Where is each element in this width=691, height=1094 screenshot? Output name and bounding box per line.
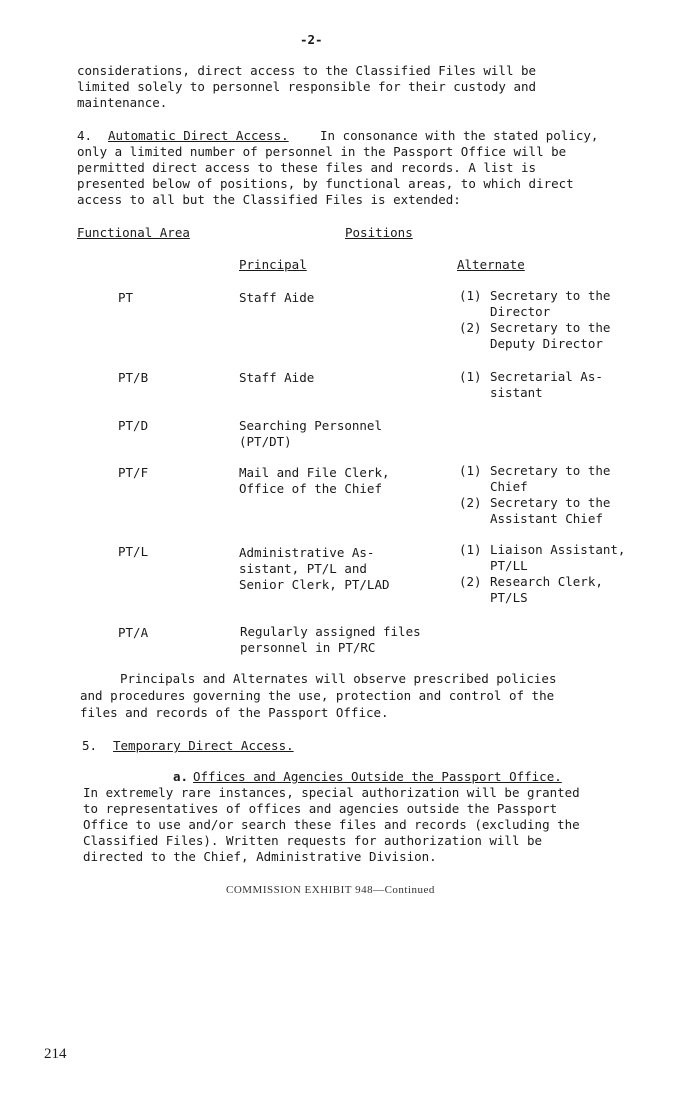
- intro-line: maintenance.: [77, 95, 168, 110]
- alternate-line: Secretary to the: [490, 320, 611, 335]
- section-5a-line: Classified Files). Written requests for authorization will be: [83, 833, 543, 848]
- section-4-line: In consonance with the stated policy,: [320, 128, 599, 143]
- area-code: PT/B: [118, 370, 149, 385]
- section-5a-line: directed to the Chief, Administrative Division.: [83, 849, 437, 864]
- principal-line: Administrative As-: [239, 545, 375, 560]
- section-5a-line: to representatives of offices and agencies outside the Passport: [83, 801, 558, 816]
- alternate-number: (1): [459, 463, 482, 478]
- principal-line: sistant, PT/L and: [239, 561, 367, 576]
- principal-line: Regularly assigned files: [240, 624, 421, 639]
- principal-line: personnel in PT/RC: [240, 640, 376, 655]
- page-number: 214: [44, 1046, 67, 1062]
- alternate-line: Secretary to the: [490, 463, 611, 478]
- alternate-number: (1): [459, 288, 482, 303]
- section-5a-label: a.: [173, 769, 189, 784]
- area-code: PT/F: [118, 465, 149, 480]
- alternate-line: Assistant Chief: [490, 511, 603, 526]
- intro-line: limited solely to personnel responsible for their custody and: [77, 79, 537, 94]
- principal-line: Office of the Chief: [239, 481, 382, 496]
- section-4-number: 4.: [77, 128, 93, 143]
- principal-line: (PT/DT): [239, 434, 292, 449]
- alternate-line: Secretarial As-: [490, 369, 603, 384]
- alternate-line: Research Clerk,: [490, 574, 603, 589]
- alternate-number: (1): [459, 369, 482, 384]
- area-code: PT/D: [118, 418, 149, 433]
- header-functional-area: Functional Area: [77, 225, 190, 240]
- page-marker: -2-: [300, 32, 323, 47]
- alternate-line: PT/LS: [490, 590, 528, 605]
- section-5a-line: In extremely rare instances, special authorization will be granted: [83, 785, 580, 800]
- closing-line: Principals and Alternates will observe prescribed policies: [120, 671, 557, 686]
- intro-line: considerations, direct access to the Classified Files will be: [77, 63, 537, 78]
- principal-line: Mail and File Clerk,: [239, 465, 390, 480]
- alternate-line: Secretary to the: [490, 495, 611, 510]
- principal-line: Searching Personnel: [239, 418, 382, 433]
- alternate-line: Director: [490, 304, 551, 319]
- closing-line: files and records of the Passport Office.: [80, 705, 389, 720]
- principal-line: Senior Clerk, PT/LAD: [239, 577, 390, 592]
- area-code: PT: [118, 290, 134, 305]
- section-4-line: presented below of positions, by functional areas, to which direct: [77, 176, 574, 191]
- alternate-number: (2): [459, 495, 482, 510]
- section-4-line: access to all but the Classified Files is extended:: [77, 192, 461, 207]
- alternate-number: (2): [459, 574, 482, 589]
- header-principal: Principal: [239, 257, 307, 272]
- section-4-heading: Automatic Direct Access.: [108, 128, 289, 143]
- exhibit-caption: COMMISSION EXHIBIT 948—Continued: [226, 884, 435, 896]
- section-4-line: only a limited number of personnel in the Passport Office will be: [77, 144, 567, 159]
- header-positions: Positions: [345, 225, 413, 240]
- section-5a-line: Office to use and/or search these files and records (excluding the: [83, 817, 580, 832]
- alternate-number: (1): [459, 542, 482, 557]
- section-4-line: permitted direct access to these files and records. A list is: [77, 160, 537, 175]
- section-5a-heading: Offices and Agencies Outside the Passport Office.: [193, 769, 562, 784]
- alternate-line: sistant: [490, 385, 543, 400]
- closing-line: and procedures governing the use, protection and control of the: [80, 688, 555, 703]
- alternate-number: (2): [459, 320, 482, 335]
- alternate-line: Liaison Assistant,: [490, 542, 626, 557]
- area-code: PT/A: [118, 625, 149, 640]
- header-alternate: Alternate: [457, 257, 525, 272]
- section-5-heading: Temporary Direct Access.: [113, 738, 294, 753]
- principal-line: Staff Aide: [239, 370, 315, 385]
- alternate-line: Deputy Director: [490, 336, 603, 351]
- section-5-number: 5.: [82, 738, 98, 753]
- principal-line: Staff Aide: [239, 290, 315, 305]
- alternate-line: Chief: [490, 479, 528, 494]
- area-code: PT/L: [118, 544, 149, 559]
- alternate-line: PT/LL: [490, 558, 528, 573]
- alternate-line: Secretary to the: [490, 288, 611, 303]
